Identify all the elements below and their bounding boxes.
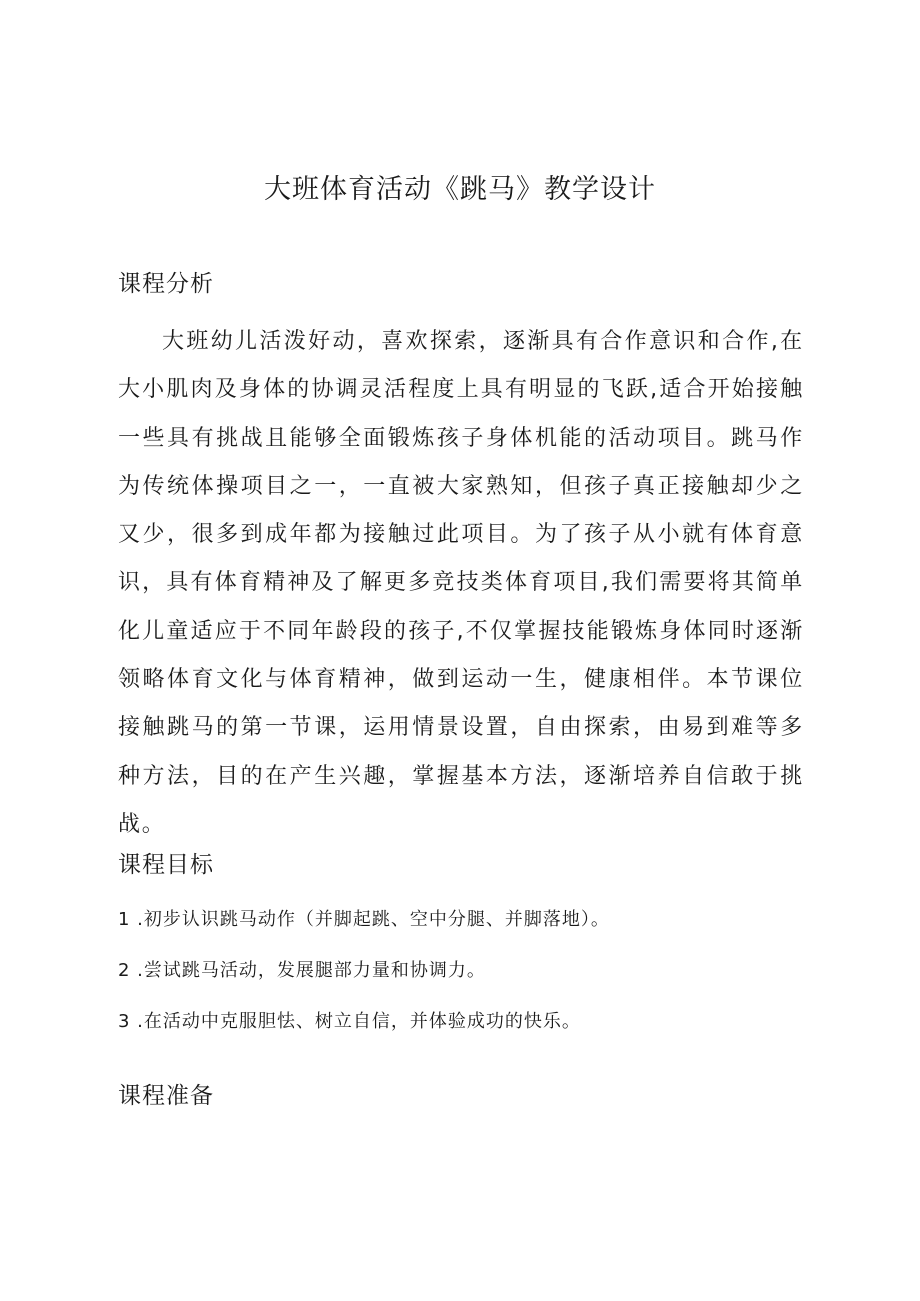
- document-title: 大班体育活动《跳马》教学设计: [264, 174, 656, 205]
- section-heading-goals: 课程目标: [118, 852, 214, 878]
- goal-item: 1 .初步认识跳马动作（并脚起跳、空中分腿、并脚落地）。: [118, 909, 610, 930]
- goal-item: 2 .尝试跳马活动，发展腿部力量和协调力。: [118, 960, 486, 981]
- goal-item: 3 .在活动中克服胆怯、树立自信，并体验成功的快乐。: [118, 1011, 581, 1032]
- analysis-paragraph: 大班幼儿活泼好动，喜欢探索，逐渐具有合作意识和合作,在大小肌肉及身体的协调灵活程度上具有明显的飞跃,适合开始接触一些具有挑战且能够全面锻炼孩子身体机能的活动项目。跳马作为传统体操项目之一，一直被大家熟知，但孩子真正接触却少之又少，很多到成年都为接触过此项目。为了孩子从小就有体育意识，具有体育精神及了解更多竞技类体育项目,我们需要将其简单化儿童适应于不同年龄段的孩子,不仅掌握技能锻炼身体同时逐渐领略体育文化与体育精神，做到运动一生，健康相伴。本节课位接触跳马的第一节课，运用情景设置，自由探索，由易到难等多种方法，目的在产生兴趣，掌握基本方法，逐渐培养自信敢于挑战。: [118, 329, 804, 837]
- section-heading-analysis: 课程分析: [118, 271, 214, 297]
- section-heading-preparation: 课程准备: [118, 1083, 214, 1109]
